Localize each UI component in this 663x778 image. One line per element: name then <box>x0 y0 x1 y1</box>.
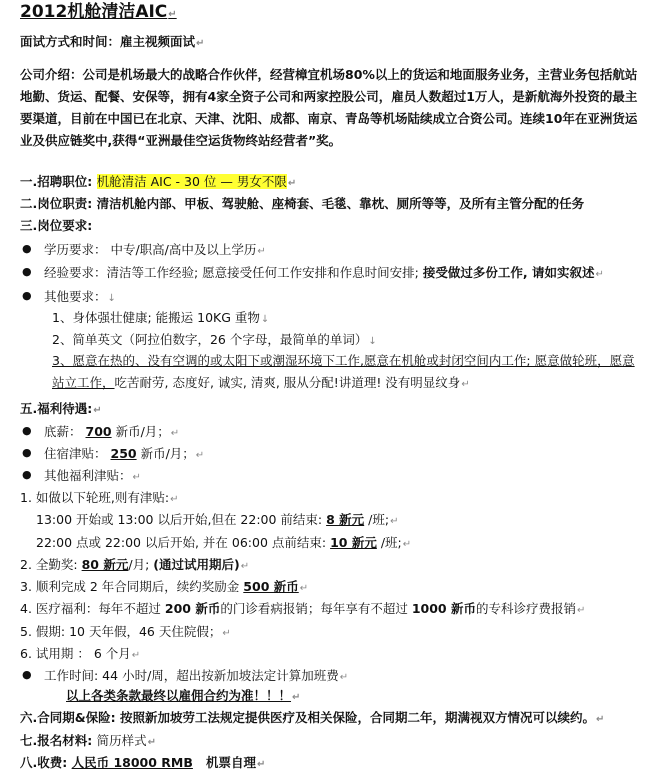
benefit-medical: 4. 医疗福利：每年不超过 200 新币的门诊看病报销；每年享有不超过 1000 新币的专科诊疗费报销↵ <box>20 601 586 616</box>
other-req-3: 3、愿意在热的、没有空调的或太阳下或潮湿环境下工作,愿意在机舱或封闭空间内工作; 愿意做轮班，愿意站立工作，吃苦耐劳, 态度好, 诚实, 清爽, 服从分配!讲道理! 没有明显纹身↵ <box>52 353 635 390</box>
bullet-icon: ● <box>22 468 32 481</box>
document-title: 2012机舱清洁AIC↵ <box>20 2 177 22</box>
benefit-probation: 6. 试用期 ： 6 个月↵ <box>20 646 141 661</box>
benefit-attendance: 2. 全勤奖: 80 新元/月; (通过试用期后)↵ <box>20 557 250 572</box>
bullet-icon: ● <box>22 446 32 459</box>
interview-line: 面试方式和时间：雇主视频面试↵ <box>20 34 205 49</box>
benefit-other: 其他福利津贴：↵ <box>44 468 141 483</box>
bullet-icon: ● <box>22 265 32 278</box>
section-6-contract: 六.合同期&保险: 按照新加坡劳工法规定提供医疗及相关保险，合同期二年，期满视双方情况可以续约。↵ <box>20 710 605 725</box>
other-req-1: 1、身体强壮健康; 能搬运 10KG 重物↓ <box>52 310 270 325</box>
benefit-housing: 住宿津贴： 250 新币/月；↵ <box>44 446 205 461</box>
shift-heading: 1. 如做以下轮班,则有津贴:↵ <box>20 490 179 505</box>
section-8-fee: 八.收费: 人民币 18000 RMB 机票自理↵ <box>20 755 266 770</box>
section-5-benefits: 五.福利待遇:↵ <box>20 401 102 416</box>
bullet-icon: ● <box>22 668 32 681</box>
position-highlight: 机舱清洁 AIC - 30 位 — 男女不限 <box>96 174 287 189</box>
req-experience: 经验要求：清洁等工作经验; 愿意接受任何工作安排和作息时间安排; 接受做过多份工作, 请如实叙述↵ <box>44 265 604 280</box>
bullet-icon: ● <box>22 242 32 255</box>
benefit-salary: 底薪： 700 新币/月；↵ <box>44 424 180 439</box>
benefit-leave: 5. 假期: 10 天年假，46 天住院假；↵ <box>20 624 231 639</box>
benefit-renewal: 3. 顺利完成 2 年合同期后，续约奖励金 500 新币↵ <box>20 579 309 594</box>
company-intro: 公司介绍：公司是机场最大的战略合作伙伴，经营樟宜机场80%以上的货运和地面服务业务，主营业务包括航站地勤、货运、配餐、安保等，拥有4家全资子公司和两家控股公司，雇员人数超过1万人，是新航海外投资的最主要渠道，目前在中国已在北京、天津、沈阳、成都、南京、青岛等机场陆续成立合资公司。连续10年在亚洲货运业及供应链奖中,获得“亚洲最佳空运货物终站经营者”奖。 <box>20 67 638 148</box>
shift-night: 22:00 点或 22:00 以后开始, 并在 06:00 点前结束: 10 新元 /班;↵ <box>36 535 412 550</box>
section-7-materials: 七.报名材料: 简历样式↵ <box>20 733 157 748</box>
final-note: 以上各类条款最终以雇佣合约为准！！！↵ <box>66 688 301 703</box>
section-2-duties: 二.岗位职责: 清洁机舱内部、甲板、驾驶舱、座椅套、毛毯、靠枕、厕所等等，及所有主管分配的任务 <box>20 196 585 211</box>
other-req-2: 2、简单英文（阿拉伯数字，26 个字母，最简单的单词）↓ <box>52 332 377 347</box>
shift-afternoon: 13:00 开始或 13:00 以后开始,但在 22:00 前结束: 8 新元 /班;↵ <box>36 512 399 527</box>
req-education: 学历要求： 中专/职高/高中及以上学历↵ <box>44 242 266 257</box>
bullet-icon: ● <box>22 289 32 302</box>
section-3-requirements: 三.岗位要求: <box>20 218 93 233</box>
bullet-icon: ● <box>22 424 32 437</box>
req-other: 其他要求：↓ <box>44 289 116 304</box>
work-time: 工作时间: 44 小时/周，超出按新加坡法定计算加班费↵ <box>44 668 349 683</box>
section-1-position: 一.招聘职位: 机舱清洁 AIC - 30 位 — 男女不限↵ <box>20 174 297 189</box>
